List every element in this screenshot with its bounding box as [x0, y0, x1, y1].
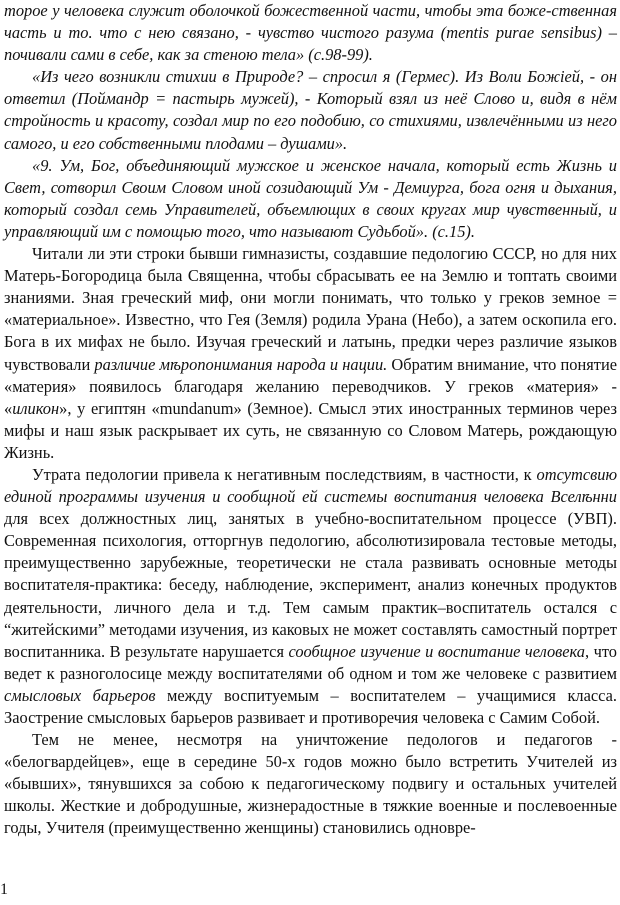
document-page: [4, 0, 617, 840]
paragraph-4: [4, 243, 617, 464]
italic-text-segment: различие мѣропонимания народа и нации.: [94, 354, 388, 374]
italic-text-segment: сообщное изучение и воспитание человека: [288, 641, 586, 661]
italic-text-segment: смысловых барьеров: [4, 685, 156, 705]
italic-text-segment: «Из чего возникли стихии в Природе? – спросил я (Гермес). Из Воли Божiей, - он ответил (Поймандр = пастырь мужей), - Который взял из неё Слово и, видя в нём стройность и красоту, создал мир по его подобию, со стихиями, извлечёнными из него самого, и его собственными плодами – душами».: [4, 67, 617, 153]
italic-text-segment: иликон: [12, 398, 60, 418]
text-segment: между воспитуемым – воспитателем – учащимися класса. Заострение смысловых барьеров развивает и противоречия человека с Самим Собой.: [4, 685, 617, 727]
paragraph-5: [4, 464, 617, 729]
italic-text-segment: торое у человека служит оболочкой божественной части, чтобы эта боже-ственная часть и то. что с нею связано, - чувство чистого разума (mentis purae sensibus) – почивали сами в себе, как за стеною тела» (с.98-99).: [4, 1, 617, 65]
text-segment: Тем не менее, несмотря на уничтожение педологов и педагогов - «белогвардейцев», еще в середине 50-х годов можно было встретить Учителей из «бывших», тянувшихся за собою к педагогическому подвигу и остальных учителей школы. Жесткие и добродушные, жизнерадостные в тяжкие военные и послевоенные годы, Учителя (преимущественно женщины) становились одновре-: [4, 730, 617, 838]
italic-text-segment: «9. Ум, Бог, объединяющий мужское и женское начала, который есть Жизнь и Свет, сотворил Своим Словом иной созидающий Ум - Демиурга, бога огня и дыхания, который создал семь Управителей, объемлющих в своих кругах мир чувственный, и управляющий им с помощью того, что называют Судьбой». (с.15).: [4, 155, 617, 241]
text-segment: Читали ли эти строки бывши гимназисты, создавшие педологию СССР, но для них Матерь-Богородица была Священна, чтобы сбрасывать ее на Землю и топтать своими знаниями. Зная греческий миф, они могли понимать, что только у греков земное = «материальное». Известно, что Гея (Земля) родила Урана (Небо), а затем оскопила его. Бога в их мифах не было. Изучая греческий и латынь, предки через различие языков чувствовали: [4, 244, 617, 374]
text-segment: , что ведет к разноголосице между воспитателями об одном и том же человеке с развитием: [4, 641, 617, 683]
italic-text-segment: отсутсвию единой программы изучения и сообщной ей системы воспитания человека Вселѣнни: [4, 464, 617, 507]
paragraph-6: [4, 729, 617, 839]
paragraph-1: [4, 0, 617, 66]
text-segment: Утрата педологии привела к негативным последствиям, в частности, к: [32, 464, 537, 484]
paragraph-2: [4, 66, 617, 154]
page-number: 1: [0, 881, 8, 898]
text-segment: », у египтян «mundanum» (Земное). Смысл этих иностранных терминов через мифы и наш язык раскрывает их суть, не связанную со Словом Матерь, рождающую Жизнь.: [4, 398, 617, 462]
paragraph-3: [4, 155, 617, 243]
text-segment: Обратим внимание, что понятие «материя» появилось благодаря желанию переводчиков. У греков «материя» - «: [4, 354, 617, 418]
text-segment: для всех должностных лиц, занятых в учебно-воспитательном процессе (УВП). Современная психология, отторгнув педологию, абсолютизировала тестовые методы, преимущественно зарубежные, теоретически не стала развивать основные методы воспитателя-практика: беседу, наблюдение, эксперимент, анализ конечных продуктов деятельности, личного дела и т.д. Тем самым практик–воспитатель остался с “житейскими” методами изучения, из каковых не может составлять самостный портрет воспитанника. В результате нарушается: [4, 509, 617, 661]
